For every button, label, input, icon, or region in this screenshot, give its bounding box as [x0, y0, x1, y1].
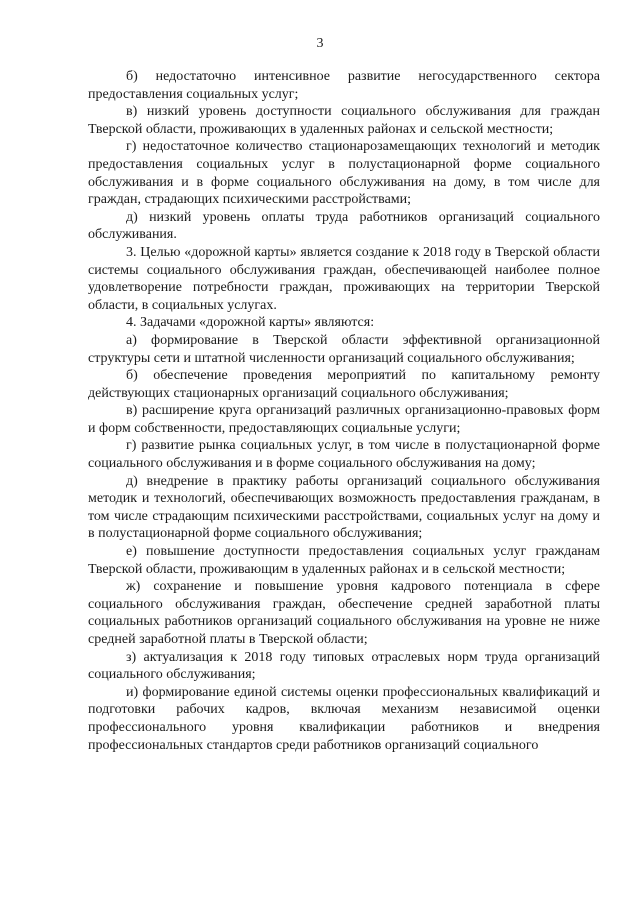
- task-zh-personnel-potential: ж) сохранение и повышение уровня кадрового потенциала в сфере социального обслуживания граждан, обеспечение средней заработной платы социальных работников организаций социального обслуживания на уровне не ниже средней заработной платы в Тверской области;: [88, 579, 600, 647]
- paragraph-4-tasks-heading: 4. Задачами «дорожной карты» являются:: [126, 315, 375, 331]
- page-number: 3: [316, 36, 324, 51]
- task-e-accessibility: е) повышение доступности предоставления социальных услуг гражданам Тверской области, проживающим в удаленных районах и в сельской местности;: [88, 544, 600, 577]
- document-body: [88, 68, 600, 754]
- task-i-qualification-system: и) формирование единой системы оценки профессиональных квалификаций и подготовки рабочих кадров, включая механизм независимой оценки профессионального уровня квалификации работников и внедрения профессиональных стандартов среди работников организаций социального: [88, 684, 600, 753]
- task-a-organizational-structure: а) формирование в Тверской области эффективной организационной структуры сети и штатной численности организаций социального обслуживания;: [88, 332, 600, 366]
- task-g-market-development: г) развитие рынка социальных услуг, в том числе в полустационарной форме социального обслуживания и в форме социального обслуживания на дому;: [88, 438, 600, 472]
- task-v-expand-organizations: в) расширение круга организаций различных организационно-правовых форм и форм собственности, предоставляющих социальные услуги;: [88, 403, 600, 436]
- paragraph-g-insufficient-technologies: г) недостаточное количество стационарозамещающих технологий и методик предоставления социальных услуг в полустационарной форме социального обслуживания и в форме социального обслуживания на дому, в том числе для граждан, страдающих психическими расстройствами;: [88, 139, 600, 208]
- paragraph-b-nongovernment-sector: б) недостаточно интенсивное развитие негосударственного сектора предоставления социальных услуг;: [88, 69, 600, 102]
- task-z-labor-norms: з) актуализация к 2018 году типовых отраслевых норм труда организаций социального обслуживания;: [88, 649, 600, 683]
- paragraph-v-low-accessibility: в) низкий уровень доступности социального обслуживания для граждан Тверской области, проживающих в удаленных районах и сельской местности;: [88, 104, 600, 137]
- paragraph-3-goal: 3. Целью «дорожной карты» является создание к 2018 году в Тверской области системы социального обслуживания граждан, обеспечивающей наиболее полное удовлетворение потребности граждан, проживающих на территории Тверской области, в социальных услугах.: [88, 244, 600, 313]
- paragraph-d-low-wages: д) низкий уровень оплаты труда работников организаций социального обслуживания.: [88, 209, 600, 243]
- task-b-capital-repair: б) обеспечение проведения мероприятий по капитальному ремонту действующих стационарных организаций социального обслуживания;: [88, 368, 600, 401]
- task-d-methods-introduction: д) внедрение в практику работы организаций социального обслуживания методик и технологий, обеспечивающих возможность предоставления гражданам, в том числе страдающим психическими расстройствами, социальных услуг на дому и в полустационарной форме социального обслуживания;: [88, 473, 600, 542]
